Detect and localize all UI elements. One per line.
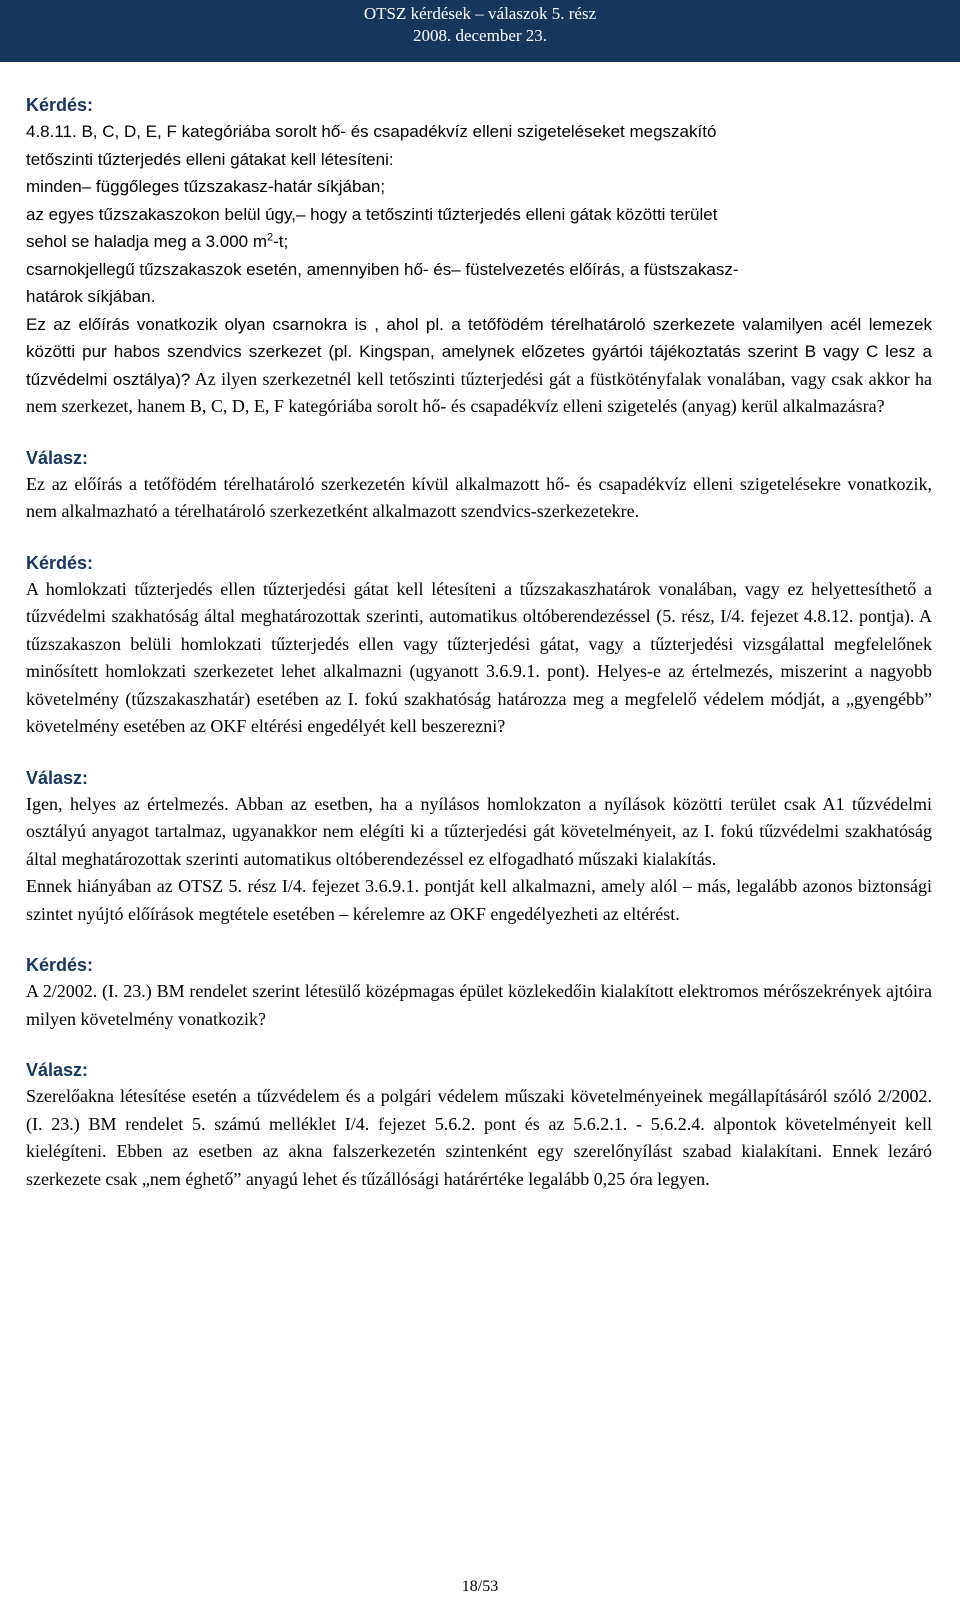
question-1-text [26,311,932,421]
question-1-line: csarnokjellegű tűzszakaszok esetén, amennyiben hő- és– füstelvezetés előírás, a füstszakasz- [26,259,739,279]
question-1-line: minden– függőleges tűzszakasz-határ síkjában; [26,177,386,196]
page-number: 18/53 [461,1578,499,1595]
question-heading: Kérdés: [26,955,94,975]
question-1-line [26,228,932,256]
page-header [0,0,960,62]
answer-1-text: Ez az előírás a tetőfödém térelhatároló szerkezetén kívül alkalmazott hő- és csapadékvíz elleni szigetelésekre vonatkozik, nem alkalmazható a térelhatároló szerkezetként alkalmazott szendvics-szerkezetekre. [26,473,932,521]
question-heading: Kérdés: [26,552,94,573]
question-3-text: A 2/2002. (I. 23.) BM rendelet szerint létesülő középmagas épület közlekedőin kialakított elektromos mérőszekrények ajtóira milyen követelmény vonatkozik? [26,981,932,1029]
answer-heading: Válasz: [26,1060,89,1080]
document-body [26,74,932,1193]
superscript: 2 [267,231,274,244]
header-date: 2008. december 23. [412,26,548,45]
question-1-line: tetőszinti tűzterjedés elleni gátakat kell létesíteni: [26,149,394,169]
question-2-text: A homlokzati tűzterjedés ellen tűzterjedési gátat kell létesíteni a tűzszakaszhatárok vonalában, vagy ez helyettesíthető a tűzvédelmi szakhatóság által meghatározottak szerinti, automatikus oltóberendezéssel (5. rész, I/4. fejezet 4.8.12. pontja). A tűzszakaszon belüli homlokzati tűzterjedés ellen vagy tűzterjedési gátat, vagy a tűzterjedési vizsgálattal megfelelőnek minősített homlokzati szerkezetet lehet alkalmazni (ugyanott 3.6.9.1. pont). Helyes-e az értelmezés, miszerint a nagyobb követelmény (tűzszakaszhatár) esetében az I. fokú szakhatóság határozza meg a megfelelő védelem módját, a „gyengébb” követelmény esetében az OKF eltérési engedélyét kell beszerezni? [26,578,932,736]
question-1-lines [26,118,932,311]
answer-2-text-1: Igen, helyes az értelmezés. Abban az esetben, ha a nyílásos homlokzaton a nyílások közötti terület csak A1 tűzvédelmi osztályú anyagot tartalmaz, ugyanakkor nem elégíti ki a tűzterjedési gát követelményeit, az I. fokú tűzvédelmi szakhatóság által meghatározottak szerinti automatikus oltóberendezéssel ez elfogadható műszaki kialakítás. [26,793,932,869]
question-1-line-text: sehol se haladja meg a 3.000 m [26,232,267,251]
header-title: OTSZ kérdések – válaszok 5. rész [363,4,597,23]
question-heading: Kérdés: [26,95,94,115]
question-1-line: az egyes tűzszakaszokon belül úgy,– hogy a tetőszinti tűzterjedés elleni gátak közötti terület [26,204,718,224]
question-1-line: határok síkjában. [26,287,156,306]
question-1-line-text: -t; [273,232,289,251]
answer-heading: Válasz: [26,447,89,468]
question-1-text-sans: Ez az előírás vonatkozik olyan csarnokra is , ahol pl. a tetőfödém térelhatároló szerkezete valamilyen acél lemezek közötti pur habos szendvics szerkezet (pl. Kingspan, amelynek előzetes gyártói tájékoztatás szerint B vagy C lesz a tűzvédelmi osztálya)? [26,314,932,389]
question-1-line: 4.8.11. B, C, D, E, F kategóriába sorolt hő- és csapadékvíz elleni szigeteléseket megszakító [26,122,717,141]
question-1-text-serif: Az ilyen szerkezetnél kell tetőszinti tűzterjedési gát a füstkötényfalak vonalában, vagy csak akkor ha nem szerkezet, hanem B, C, D, E, F kategóriába sorolt hő- és csapadékvíz elleni szigetelés (anyag) kerül alkalmazásra? [26,368,933,416]
answer-3-text: Szerelőakna létesítése esetén a tűzvédelem és a polgári védelem műszaki követelményeinek megállapításáról szóló 2/2002. (I. 23.) BM rendelet 5. számú melléklet I/4. fejezet 5.6.2. pont és az 5.6.2.1. - 5.6.2.4. alpontok követelményeit kell kielégíteni. Ebben az esetben az akna falszerkezetén szintenként egy szerelőnyílást szabad kialakítani. Ennek lezáró szerkezete csak „nem éghető” anyagú lehet és tűzállósági határértéke legalább 0,25 óra legyen. [26,1086,932,1189]
answer-heading: Válasz: [26,767,89,788]
answer-2-text-2: Ennek hiányában az OTSZ 5. rész I/4. fejezet 3.6.9.1. pontját kell alkalmazni, amely alól – más, legalább azonos biztonsági szintet nyújtó előírások megtétele esetében – kérelemre az OKF engedélyezheti az eltérést. [26,876,932,924]
